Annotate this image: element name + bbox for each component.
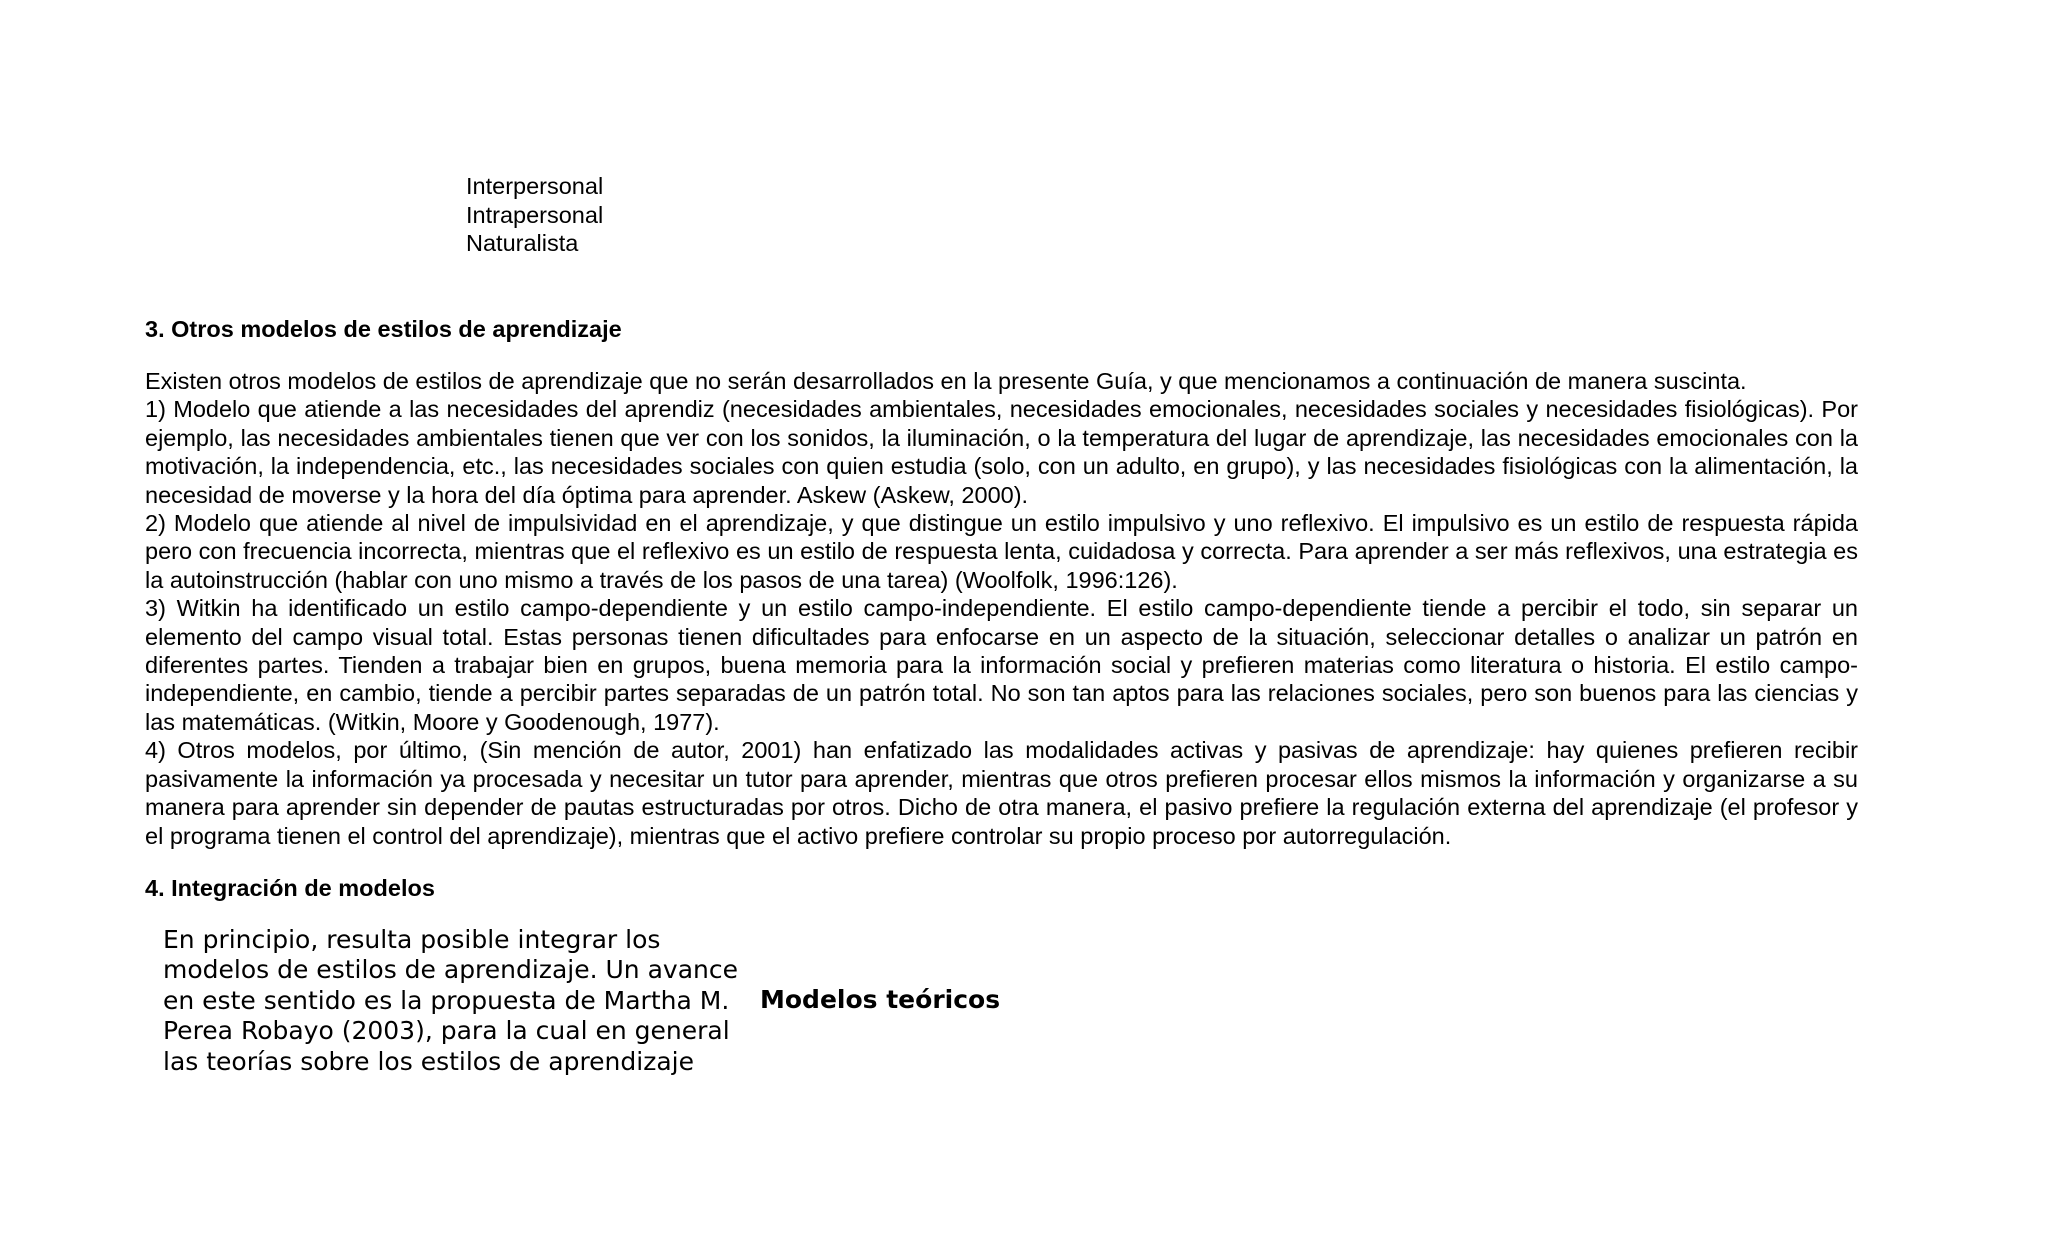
section-4-heading: 4. Integración de modelos <box>145 875 435 901</box>
list-item: Naturalista <box>466 230 579 256</box>
model-4-paragraph: 4) Otros modelos, por último, (Sin mención de autor, 2001) han enfatizado las modalidades activas y pasivas de aprendizaje: hay quienes prefieren recibir pasivamente la información ya procesada y necesitar un tutor para aprender, mientras que otros prefieren procesar ellos mismos la información y organizarse a su manera para aprender sin depender de pautas estructuradas por otros. Dicho de otra manera, el pasivo prefiere la regulación externa del aprendizaje (el profesor y el programa tienen el control del aprendizaje), mientras que el activo prefiere controlar su propio proceso por autorregulación. <box>145 737 1858 849</box>
list-item: Interpersonal <box>466 173 604 199</box>
paragraph-line: modelos de estilos de aprendizaje. Un avance <box>163 955 738 985</box>
paragraph-line: En principio, resulta posible integrar los <box>163 925 661 954</box>
paragraph-line: Perea Robayo (2003), para la cual en general <box>163 1016 730 1046</box>
intelligence-list <box>466 172 603 258</box>
section-3-heading: 3. Otros modelos de estilos de aprendizaje <box>145 316 622 342</box>
model-2-paragraph: 2) Modelo que atiende al nivel de impulsividad en el aprendizaje, y que distingue un estilo impulsivo y uno reflexivo. El impulsivo es un estilo de respuesta rápida pero con frecuencia incorrecta, mientras que el reflexivo es un estilo de respuesta lenta, cuidadosa y correcta. Para aprender a ser más reflexivos, una estrategia es la autoinstrucción (hablar con uno mismo a través de los pasos de una tarea) (Woolfolk, 1996:126). <box>145 510 1858 593</box>
section-3-body <box>145 367 1858 850</box>
models-theoretical-label: Modelos teóricos <box>760 985 1001 1014</box>
intro-paragraph: Existen otros modelos de estilos de aprendizaje que no serán desarrollados en la presente Guía, y que mencionamos a continuación de manera suscinta. <box>145 368 1747 394</box>
integration-paragraph <box>163 925 743 1077</box>
paragraph-line: las teorías sobre los estilos de aprendizaje <box>163 1046 694 1076</box>
model-3-paragraph: 3) Witkin ha identificado un estilo campo-dependiente y un estilo campo-independiente. El estilo campo-dependiente tiende a percibir el todo, sin separar un elemento del campo visual total. Estas personas tienen dificultades para enfocarse en un aspecto de la situación, seleccionar detalles o analizar un patrón en diferentes partes. Tienden a trabajar bien en grupos, buena memoria para la información social y prefieren materias como literatura o historia. El estilo campo-independiente, en cambio, tiende a percibir partes separadas de un patrón total. No son tan aptos para las relaciones sociales, pero son buenos para las ciencias y las matemáticas. (Witkin, Moore y Goodenough, 1977). <box>145 595 1858 735</box>
list-item: Intrapersonal <box>466 201 604 228</box>
model-1-paragraph: 1) Modelo que atiende a las necesidades del aprendiz (necesidades ambientales, necesidades emocionales, necesidades sociales y necesidades fisiológicas). Por ejemplo, las necesidades ambientales tienen que ver con los sonidos, la iluminación, o la temperatura del lugar de aprendizaje, las necesidades emocionales con la motivación, la independencia, etc., las necesidades sociales con quien estudia (solo, con un adulto, en grupo), y las necesidades fisiológicas con la alimentación, la necesidad de moverse y la hora del día óptima para aprender. Askew (Askew, 2000). <box>145 396 1858 508</box>
paragraph-line: en este sentido es la propuesta de Martha M. <box>163 985 730 1015</box>
